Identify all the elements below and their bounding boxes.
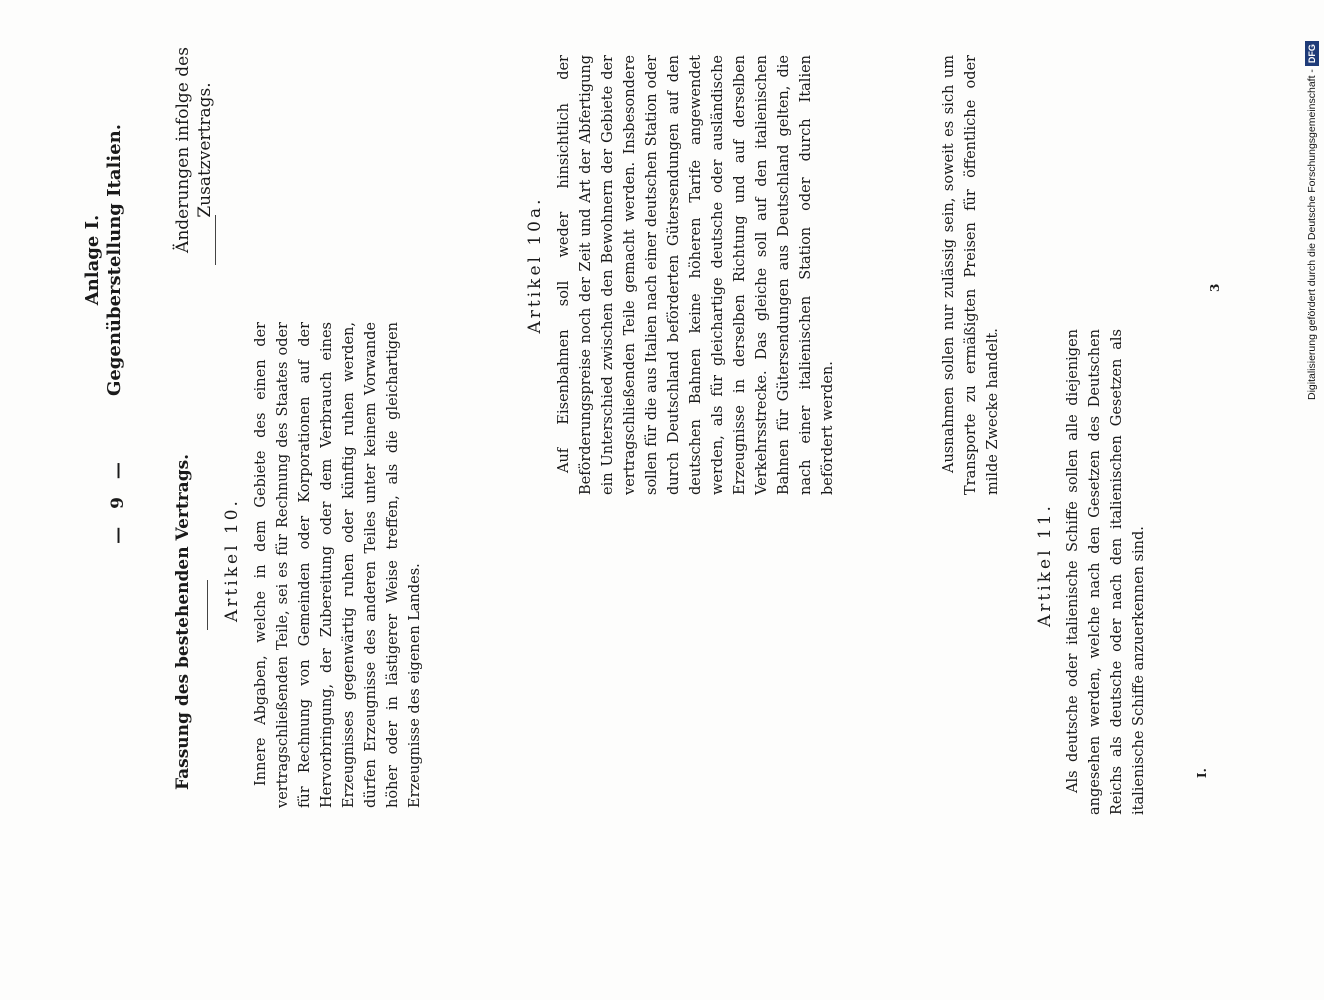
annex-subtitle: Gegenüberstellung Italien.	[104, 123, 125, 397]
left-column-heading: Fassung des bestehenden Vertrags.	[173, 453, 193, 790]
left-footer-mark: I.	[1195, 768, 1209, 778]
article-10-text: Innere Abgaben, welche in dem Gebiete des einen der vertragschließenden Teile, sei es für Rechnung des Staates oder für Rechnung von Gemeinden oder Korporationen auf der Hervorbringung, der Zubereitung oder dem Verbrauch eines Erzeugnisses gegenwärtig ruhen oder künftig ruhen werden, dürfen Erzeugnisse des anderen Teiles unter keinem Vorwande höher oder in lästigerer Weise treffen, als die gleichartigen Erzeugnisse des eigenen Landes.	[253, 322, 423, 808]
annex-header	[82, 80, 126, 440]
right-column-heading: Änderungen infolge des Zusatzvertrags.	[173, 47, 215, 253]
article-11-text: Als deutsche oder italienische Schiffe sollen alle diejenigen angesehen werden, welche nach den Gesetzen des Deutschen Reichs als deutsche oder nach den italienischen Gesetzen als italienische Schiffe anzuerkennen sind.	[1065, 329, 1147, 815]
article-10a-title: Artikel 10a.	[525, 196, 545, 334]
dfg-logo: DFG	[1305, 41, 1319, 66]
article-10a-paragraph-2: Ausnahmen sollen nur zulässig sein, soweit es sich um Transporte zu ermäßigten Preisen für öffentliche oder milde Zwecke handelt.	[941, 55, 1001, 495]
credit-text: Digitalisierung gefördert durch die Deutsche Forschungsgemeinschaft -	[1306, 69, 1318, 400]
article-10-title: Artikel 10.	[222, 498, 242, 622]
article-10a-paragraph-1: Auf Eisenbahnen soll weder hinsichtlich der Beförderungspreise noch der Zeit und Art der Abfertigung ein Unterschied zwischen den Bewohnern der Gebiete der vertragschließenden Teile gemacht werden. Insbesondere sollen für die aus Italien nach einer deutschen Station oder durch Deutschland beförderten Gütersendungen auf den deutschen Bahnen keine höheren Tarife angewendet werden, als für gleichartige deutsche oder ausländische Erzeugnisse in derselben Richtung und auf derselben Verkehrsstrecke. Das gleiche soll auf den italienischen Bahnen für Gütersendungen aus Deutschland gelten, die nach einer italienischen Station oder durch Italien befördert werden.	[556, 55, 836, 495]
digitization-credit	[1297, 10, 1324, 400]
left-heading-rule	[207, 580, 208, 630]
right-heading-rule	[215, 215, 216, 265]
right-footer-mark: 3	[1208, 283, 1222, 292]
annex-title: Anlage I.	[82, 214, 103, 306]
page-number: — 9 —	[108, 456, 128, 544]
article-11-title: Artikel 11.	[1035, 503, 1055, 627]
